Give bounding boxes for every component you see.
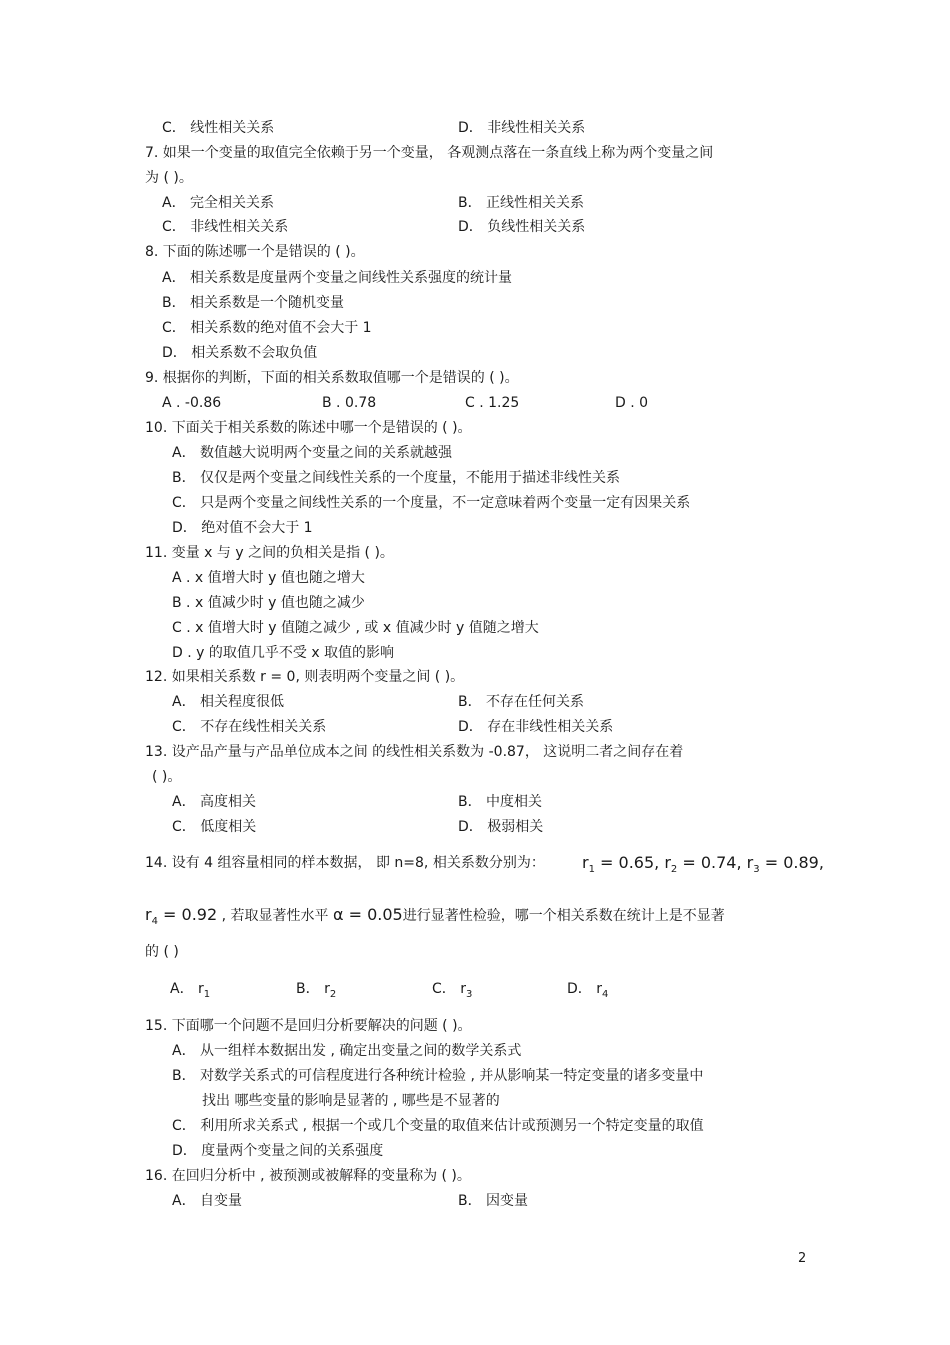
question-7: 7. 如果一个变量的取值完全依赖于另一个变量， 各观测点落在一条直线上称为两个变量之间 xyxy=(145,145,714,161)
option-d: D． $r_4$ xyxy=(567,981,609,1000)
option-d: D . y 的取值几乎不受 x 取值的影响 xyxy=(172,645,395,661)
page-number: 2 xyxy=(798,1251,807,1266)
option-c: C． $r_3$ xyxy=(432,981,473,1000)
option-a: A . -0.86 xyxy=(162,395,222,411)
question-16: 16. 在回归分析中 , 被预测或被解释的变量称为 ( )。 xyxy=(145,1168,471,1184)
option-a: A． 相关系数是度量两个变量之间线性关系强度的统计量 xyxy=(162,270,513,286)
option-a: A． 高度相关 xyxy=(172,794,257,810)
option-b: B． 仅仅是两个变量之间线性关系的一个度量，不能用于描述非线性关系 xyxy=(172,470,621,486)
option-b: B． 相关系数是一个随机变量 xyxy=(162,295,345,311)
option-c: C． 低度相关 xyxy=(172,819,257,835)
option-c: C． 只是两个变量之间线性关系的一个度量，不一定意味着两个变量一定有因果关系 xyxy=(172,495,691,511)
option-d: D． 度量两个变量之间的关系强度 xyxy=(172,1143,384,1159)
question-10: 10. 下面关于相关系数的陈述中哪一个是错误的 ( )。 xyxy=(145,420,472,436)
option-d: D． 非线性相关关系 xyxy=(458,120,586,136)
question-12: 12. 如果相关系数 r = 0, 则表明两个变量之间 ( )。 xyxy=(145,669,465,685)
option-c: C . x 值增大时 y 值随之减少 , 或 x 值减少时 y 值随之增大 xyxy=(172,620,539,636)
option-b: B． 正线性相关关系 xyxy=(458,195,585,211)
question-14-cont: 的 ( ) xyxy=(145,944,179,960)
option-b-cont: 找出 哪些变量的影响是显著的 , 哪些是不显著的 xyxy=(202,1093,500,1109)
option-d: D． 绝对值不会大于 1 xyxy=(172,520,313,536)
option-b: B． $r_2$ xyxy=(296,981,337,1000)
option-c: C． 相关系数的绝对值不会大于 1 xyxy=(162,320,372,336)
option-c: C． 利用所求关系式 , 根据一个或几个变量的取值来估计或预测另一个特定变量的取值 xyxy=(172,1118,704,1134)
question-13-cont: ( )。 xyxy=(152,769,182,785)
question-11: 11. 变量 x 与 y 之间的负相关是指 ( )。 xyxy=(145,545,394,561)
question-15: 15. 下面哪一个问题不是回归分析要解决的问题 ( )。 xyxy=(145,1018,472,1034)
question-7-cont: 为 ( )。 xyxy=(145,170,193,186)
option-b: B . 0.78 xyxy=(322,395,377,411)
question-8: 8. 下面的陈述哪一个是错误的 ( )。 xyxy=(145,244,365,260)
option-b: B . x 值减少时 y 值也随之减少 xyxy=(172,595,365,611)
option-d: D． 负线性相关关系 xyxy=(458,219,586,235)
option-c: C． 非线性相关关系 xyxy=(162,219,289,235)
option-d: D． 存在非线性相关关系 xyxy=(458,719,614,735)
option-a: A． 从一组样本数据出发 , 确定出变量之间的数学关系式 xyxy=(172,1043,522,1059)
option-b: B． 因变量 xyxy=(458,1193,529,1209)
option-d: D . 0 xyxy=(615,395,649,411)
option-b: B． 对数学关系式的可信程度进行各种统计检验 , 并从影响某一特定变量的诸多变量中 xyxy=(172,1068,704,1084)
option-a: A． 数值越大说明两个变量之间的关系就越强 xyxy=(172,445,453,461)
option-c: C． 不存在线性相关关系 xyxy=(172,719,327,735)
option-a: A． 自变量 xyxy=(172,1193,243,1209)
option-a: A． 完全相关关系 xyxy=(162,195,275,211)
question-9: 9. 根据你的判断，下面的相关系数取值哪一个是错误的 ( )。 xyxy=(145,370,519,386)
option-b: B． 中度相关 xyxy=(458,794,543,810)
option-a: A . x 值增大时 y 值也随之增大 xyxy=(172,570,365,586)
question-13: 13. 设产品产量与产品单位成本之间 的线性相关系数为 -0.87， 这说明二者之间存在着 xyxy=(145,744,684,760)
option-b: B． 不存在任何关系 xyxy=(458,694,585,710)
option-a: A． $r_1$ xyxy=(170,981,211,1000)
correlation-values: $r_1 = 0.65$, $r_2 = 0.74$, $r_3 = 0.89$, xyxy=(582,853,824,875)
option-c: C . 1.25 xyxy=(465,395,520,411)
option-c: C． 线性相关关系 xyxy=(162,120,275,136)
option-a: A． 相关程度很低 xyxy=(172,694,285,710)
question-14-cont: $r_4 = 0.92$ , 若取显著性水平 α = 0.05进行显著性检验，哪一个相关系数在统计上是不显著 xyxy=(145,905,725,927)
option-d: D． 相关系数不会取负值 xyxy=(162,345,318,361)
question-14: 14. 设有 4 组容量相同的样本数据， 即 n=8, 相关系数分别为： xyxy=(145,855,545,871)
option-d: D． 极弱相关 xyxy=(458,819,544,835)
